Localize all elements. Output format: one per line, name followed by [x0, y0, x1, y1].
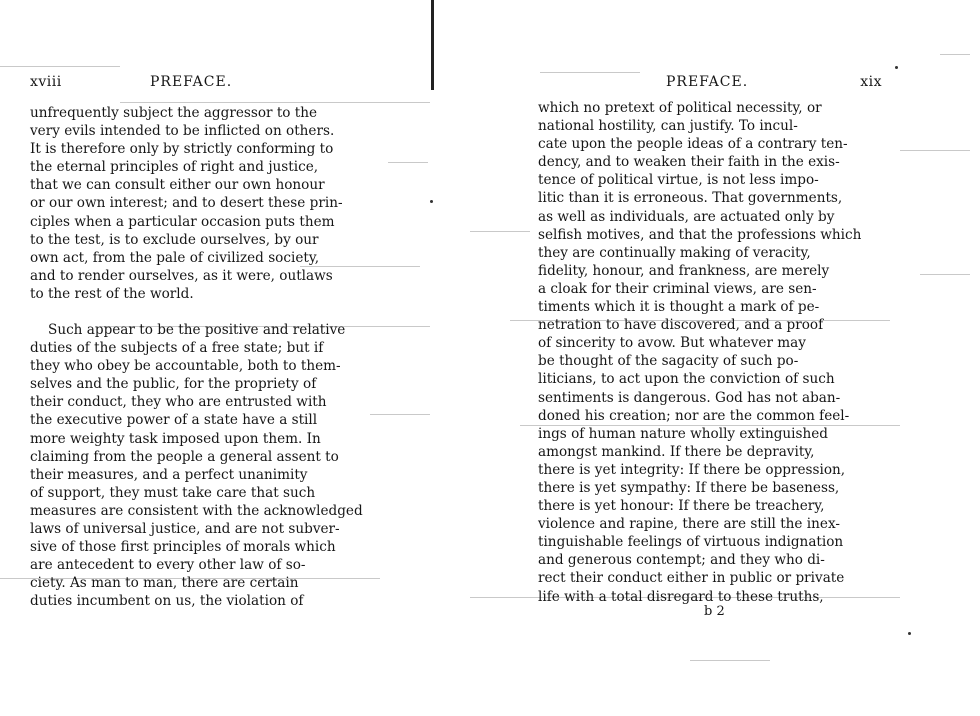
text-line: measures are consistent with the acknowledged: [30, 502, 363, 519]
text-line: to the rest of the world.: [30, 285, 194, 302]
signature-mark: b 2: [704, 604, 725, 619]
text-line: life with a total disregard to these truths,: [538, 588, 824, 605]
text-line: selves and the public, for the propriety of: [30, 376, 317, 393]
left-running-head: PREFACE.: [150, 74, 233, 90]
text-line: which no pretext of political necessity, or: [538, 100, 822, 116]
text-line: there is yet integrity: If there be oppression,: [538, 461, 846, 478]
text-line: sentiments is dangerous. God has not aban-: [538, 389, 841, 406]
text-line: their measures, and a perfect unanimity: [30, 466, 308, 483]
text-line: It is therefore only by strictly conforming to: [30, 141, 334, 158]
text-line: dency, and to weaken their faith in the exis-: [538, 154, 840, 171]
text-line: duties incumbent on us, the violation of: [30, 593, 304, 610]
text-line: of support, they must take care that such: [30, 484, 316, 501]
text-line: to the test, is to exclude ourselves, by our: [30, 231, 319, 248]
text-line: liticians, to act upon the conviction of such: [538, 371, 835, 388]
text-line: own act, from the pale of civilized society,: [30, 249, 320, 266]
right-page-number: xix: [860, 74, 882, 90]
text-line: a cloak for their criminal views, are sen-: [538, 280, 817, 297]
right-page: [434, 0, 980, 716]
text-line: ciples when a particular occasion puts them: [30, 213, 335, 230]
text-line: they are continually making of veracity,: [538, 244, 811, 261]
text-line: ciety. As man to man, there are certain: [30, 575, 299, 592]
text-line: rect their conduct either in public or private: [538, 570, 845, 587]
left-page-number: xviii: [30, 74, 62, 90]
text-line: netration to have discovered, and a proof: [538, 317, 824, 334]
left-paragraph-1: [30, 104, 375, 303]
text-line: violence and rapine, there are still the inex-: [538, 516, 840, 533]
text-line: national hostility, can justify. To incul-: [538, 118, 798, 135]
text-line: be thought of the sagacity of such po-: [538, 353, 799, 370]
text-line: as well as individuals, are actuated only by: [538, 208, 835, 225]
text-line: Such appear to be the positive and relative: [48, 322, 346, 338]
text-line: laws of universal justice, and are not subver-: [30, 521, 340, 538]
text-line: that we can consult either our own honour: [30, 177, 325, 194]
text-line: sive of those first principles of morals which: [30, 539, 336, 556]
text-line: timents which it is thought a mark of pe-: [538, 299, 820, 316]
text-line: cate upon the people ideas of a contrary ten-: [538, 136, 848, 153]
text-line: or our own interest; and to desert these prin-: [30, 195, 343, 212]
text-line: doned his creation; nor are the common feel-: [538, 407, 850, 424]
text-line: claiming from the people a general assent to: [30, 448, 339, 465]
text-line: litic than it is erroneous. That governments,: [538, 190, 843, 207]
text-line: are antecedent to every other law of so-: [30, 557, 306, 574]
text-line: tence of political virtue, is not less impo-: [538, 172, 819, 189]
text-line: amongst mankind. If there be depravity,: [538, 443, 815, 460]
text-line: the executive power of a state have a still: [30, 412, 318, 429]
text-line: of sincerity to avow. But whatever may: [538, 335, 806, 352]
text-line: there is yet honour: If there be treachery,: [538, 498, 825, 515]
text-line: fidelity, honour, and frankness, are merely: [538, 262, 830, 279]
text-line: more weighty task imposed upon them. In: [30, 430, 321, 447]
text-line: the eternal principles of right and justice,: [30, 159, 319, 176]
text-line: they who obey be accountable, both to them-: [30, 358, 341, 375]
text-line: selfish motives, and that the professions which: [538, 226, 862, 243]
right-running-head: PREFACE.: [666, 74, 749, 90]
text-line: duties of the subjects of a free state; but if: [30, 340, 324, 357]
text-line: and generous contempt; and they who di-: [538, 552, 825, 569]
text-line: there is yet sympathy: If there be baseness,: [538, 479, 840, 496]
text-line: tinguishable feelings of virtuous indignation: [538, 534, 844, 551]
right-paragraph: [538, 99, 882, 606]
text-line: their conduct, they who are entrusted with: [30, 394, 327, 411]
text-line: ings of human nature wholly extinguished: [538, 425, 828, 442]
text-line: and to render ourselves, as it were, outlaws: [30, 267, 333, 284]
left-paragraph-2: [30, 321, 375, 611]
left-page: [0, 0, 431, 716]
text-line: unfrequently subject the aggressor to the: [30, 105, 318, 121]
text-line: very evils intended to be inflicted on others.: [30, 123, 335, 140]
